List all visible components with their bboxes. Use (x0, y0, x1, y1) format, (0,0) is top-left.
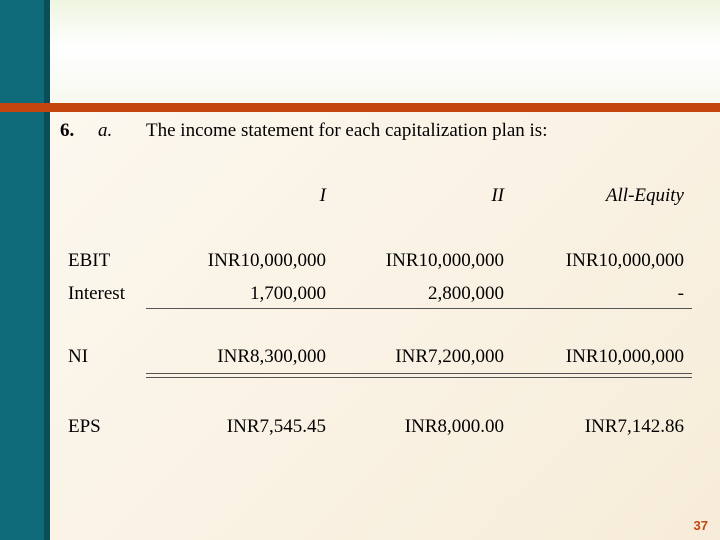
question-number: 6. (60, 120, 75, 141)
column-header-all-equity: All-Equity (605, 185, 684, 206)
table-cell: INR8,300,000 (217, 346, 326, 367)
total-double-rule (146, 373, 692, 378)
header-divider-rule (0, 103, 720, 112)
table-cell: INR10,000,000 (385, 250, 504, 271)
row-label-eps: EPS (68, 416, 101, 437)
table-cell: INR7,545.45 (226, 416, 326, 437)
table-cell: INR10,000,000 (207, 250, 326, 271)
left-accent-bar (0, 0, 44, 540)
page-number: 37 (693, 518, 708, 533)
table-cell: INR8,000.00 (404, 416, 504, 437)
question-text: The income statement for each capitalization plan is: (146, 120, 548, 141)
table-cell: INR10,000,000 (565, 250, 684, 271)
row-label-ni: NI (68, 346, 89, 367)
table-cell: - (677, 283, 684, 304)
row-label-interest: Interest (68, 283, 125, 304)
table-cell: INR7,142.86 (584, 416, 684, 437)
column-header-plan-ii: II (491, 185, 504, 206)
table-cell: 2,800,000 (428, 283, 504, 304)
slide-header-band (50, 0, 720, 103)
table-cell: INR10,000,000 (565, 346, 684, 367)
question-part: a. (98, 120, 113, 141)
column-header-plan-i: I (319, 185, 326, 206)
table-cell: INR7,200,000 (395, 346, 504, 367)
row-label-ebit: EBIT (68, 250, 111, 271)
subtotal-rule (146, 308, 692, 309)
table-cell: 1,700,000 (250, 283, 326, 304)
slide-body (50, 112, 720, 540)
